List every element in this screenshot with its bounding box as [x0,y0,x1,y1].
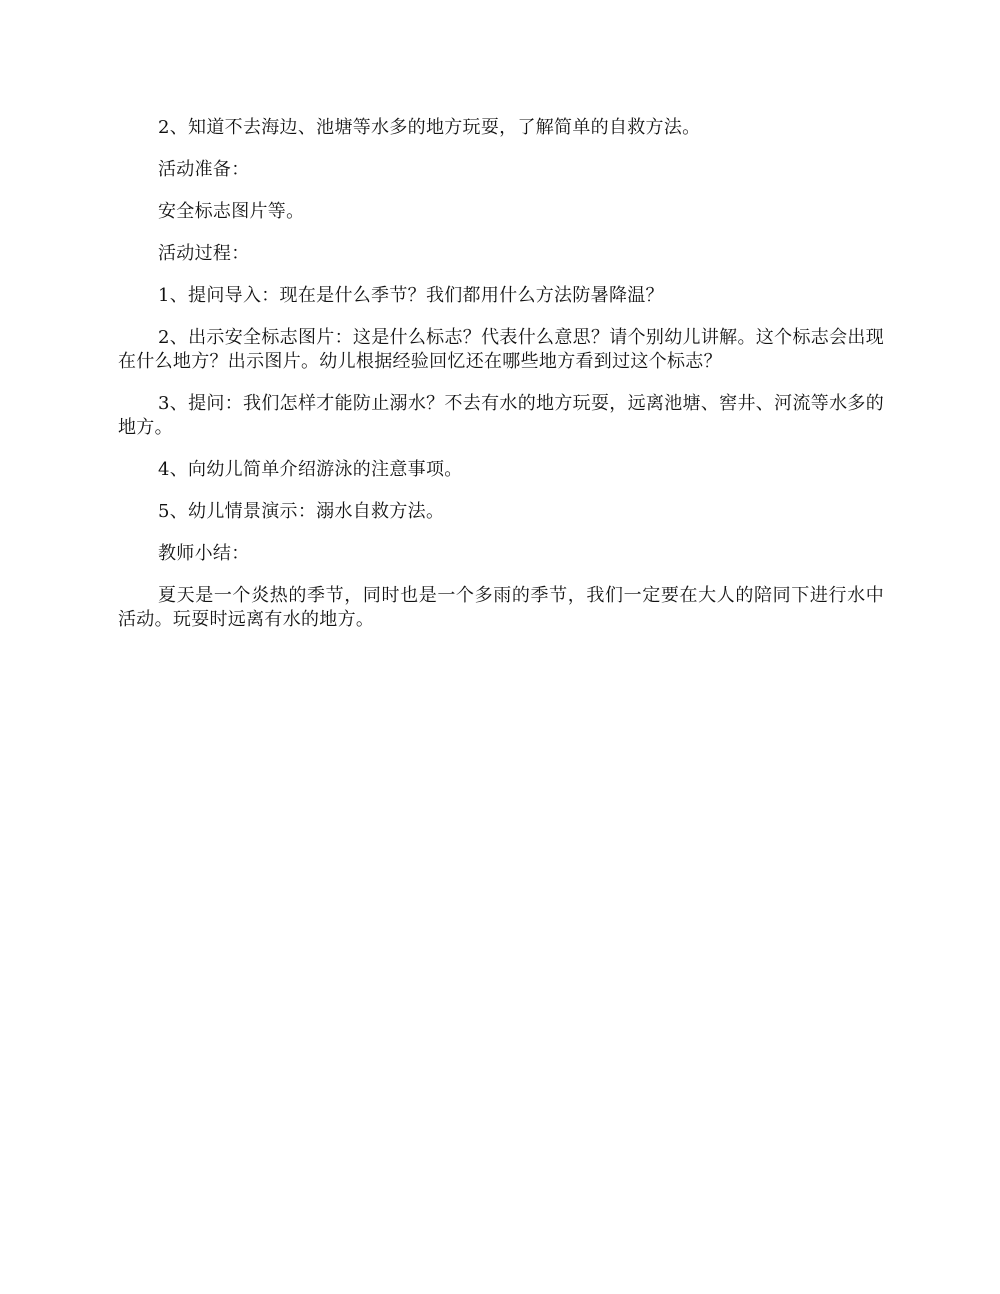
summary-text: 夏天是一个炎热的季节，同时也是一个多雨的季节，我们一定要在大人的陪同下进行水中活动。玩耍时远离有水的地方。 [118,585,884,630]
preparation-text: 安全标志图片等。 [158,201,305,222]
process-step-3: 3、提问：我们怎样才能防止溺水？不去有水的地方玩耍，远离池塘、窖井、河流等水多的地方。 [118,393,884,438]
process-step-2: 2、出示安全标志图片：这是什么标志？代表什么意思？请个别幼儿讲解。这个标志会出现在什么地方？出示图片。幼儿根据经验回忆还在哪些地方看到过这个标志？ [118,327,884,372]
process-step-4: 4、向幼儿简单介绍游泳的注意事项。 [158,459,463,480]
section-heading-preparation: 活动准备： [158,159,250,180]
process-step-1: 1、提问导入：现在是什么季节？我们都用什么方法防暑降温？ [158,285,664,306]
section-heading-process: 活动过程： [158,243,250,264]
objective-item-2: 2、知道不去海边、池塘等水多的地方玩耍，了解简单的自救方法。 [158,117,701,138]
section-heading-summary: 教师小结： [158,543,250,564]
process-step-5: 5、幼儿情景演示：溺水自救方法。 [158,501,445,522]
